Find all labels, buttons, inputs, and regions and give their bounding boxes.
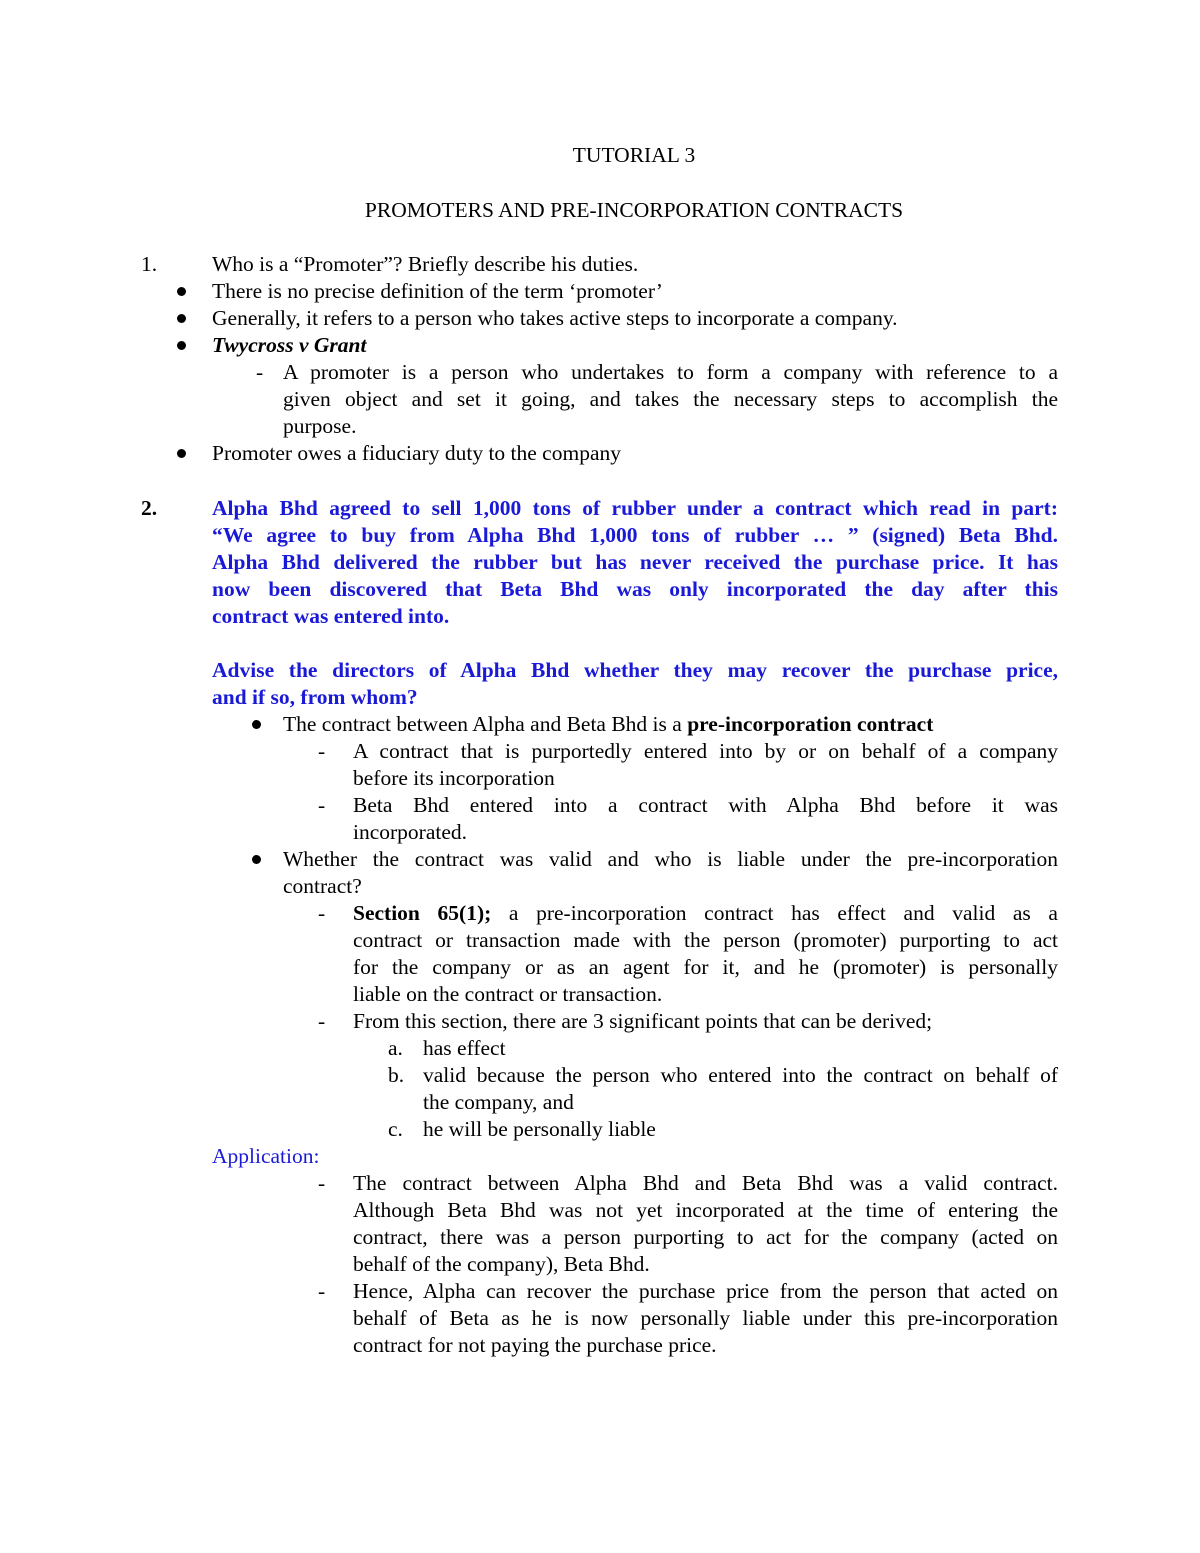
q2-section-line-4: liable on the contract or transaction.	[353, 982, 663, 1006]
q2-question-line-5: contract was entered into.	[212, 604, 450, 628]
application-2-line-3: contract for not paying the purchase price.	[353, 1333, 717, 1357]
q1-bullet-2: Generally, it refers to a person who takes active steps to incorporate a company.	[212, 306, 898, 330]
point-label: b.	[388, 1063, 405, 1087]
dash-marker: -	[318, 739, 326, 763]
bullet-icon	[177, 341, 186, 350]
application-2-line-2: behalf of Beta as he is now personally liable under this pre-incorporation	[353, 1306, 1058, 1330]
q2-advise-line-2: and if so, from whom?	[212, 685, 418, 709]
bullet-icon	[177, 287, 186, 296]
point-a-text: has effect	[423, 1036, 506, 1060]
application-1-line-1: The contract between Alpha Bhd and Beta Bhd was a valid contract.	[353, 1171, 1058, 1195]
q1-case-dash: -	[256, 360, 264, 384]
q2-bullet-1-bold: pre-incorporation contract	[687, 712, 934, 736]
application-1-line-3: contract, there was a person purporting to act for the company (acted on	[353, 1225, 1058, 1249]
q2-bullet-2-line-1: Whether the contract was valid and who is liable under the pre-incorporation	[283, 847, 1058, 871]
q2-number: 2.	[141, 496, 158, 520]
application-heading: Application:	[212, 1144, 320, 1168]
section-ref: Section 65(1);	[353, 901, 492, 925]
dash-marker: -	[318, 1009, 326, 1033]
point-c-text: he will be personally liable	[423, 1117, 656, 1141]
dash-marker: -	[318, 1171, 326, 1195]
q2-question-line-2: “We agree to buy from Alpha Bhd 1,000 tons of rubber … ” (signed) Beta Bhd.	[212, 523, 1058, 547]
section-line-1-rest: a pre-incorporation contract has effect and valid as a	[491, 901, 1058, 925]
dash-marker: -	[318, 793, 326, 817]
q2-section-line-1	[353, 900, 1058, 927]
q2-derived-line: From this section, there are 3 significant points that can be derived;	[353, 1009, 933, 1033]
q1-case-line-2: given object and set it going, and takes the necessary steps to accomplish the	[283, 387, 1058, 411]
q2-section-line-3: for the company or as an agent for it, and he (promoter) is personally	[353, 955, 1058, 979]
point-label: a.	[388, 1036, 403, 1060]
q2-question-line-4: now been discovered that Beta Bhd was only incorporated the day after this	[212, 577, 1058, 601]
q2-advise-line-1: Advise the directors of Alpha Bhd whether they may recover the purchase price,	[212, 658, 1058, 682]
q2-question-line-1: Alpha Bhd agreed to sell 1,000 tons of rubber under a contract which read in part:	[212, 496, 1058, 520]
q2-b1-dash-2-line-1: Beta Bhd entered into a contract with Alpha Bhd before it was	[353, 793, 1058, 817]
dash-marker: -	[318, 901, 326, 925]
q1-case-line-1: A promoter is a person who undertakes to form a company with reference to a	[283, 360, 1058, 384]
bullet-icon	[177, 449, 186, 458]
page-subtitle: PROMOTERS AND PRE-INCORPORATION CONTRACTS	[364, 198, 904, 222]
q1-bullet-4: Promoter owes a fiduciary duty to the company	[212, 441, 621, 465]
q2-b1-dash-1-line-1: A contract that is purportedly entered into by or on behalf of a company	[353, 739, 1058, 763]
q1-number: 1.	[141, 252, 158, 276]
application-1-line-2: Although Beta Bhd was not yet incorporated at the time of entering the	[353, 1198, 1058, 1222]
bullet-icon	[177, 314, 186, 323]
q2-b1-dash-1-line-2: before its incorporation	[353, 766, 555, 790]
page-title: TUTORIAL 3	[572, 143, 696, 167]
application-2-line-1: Hence, Alpha can recover the purchase price from the person that acted on	[353, 1279, 1058, 1303]
q1-question: Who is a “Promoter”? Briefly describe his duties.	[212, 252, 639, 276]
q1-bullet-1: There is no precise definition of the term ‘promoter’	[212, 279, 663, 303]
q2-section-line-2: contract or transaction made with the person (promoter) purporting to act	[353, 928, 1058, 952]
q2-bullet-1	[283, 711, 933, 738]
point-label: c.	[388, 1117, 403, 1141]
point-b-text-1: valid because the person who entered into the contract on behalf of	[423, 1063, 1058, 1087]
point-b-text-2: the company, and	[423, 1090, 574, 1114]
q2-b1-dash-2-line-2: incorporated.	[353, 820, 468, 844]
application-1-line-4: behalf of the company), Beta Bhd.	[353, 1252, 650, 1276]
q2-question-line-3: Alpha Bhd delivered the rubber but has never received the purchase price. It has	[212, 550, 1058, 574]
q1-case-name: Twycross v Grant	[212, 333, 367, 357]
bullet-icon	[252, 855, 261, 864]
bullet-icon	[252, 720, 261, 729]
q2-bullet-2-line-2: contract?	[283, 874, 362, 898]
dash-marker: -	[318, 1279, 326, 1303]
q2-bullet-1-text: The contract between Alpha and Beta Bhd is a	[283, 712, 688, 736]
q1-case-line-3: purpose.	[283, 414, 357, 438]
